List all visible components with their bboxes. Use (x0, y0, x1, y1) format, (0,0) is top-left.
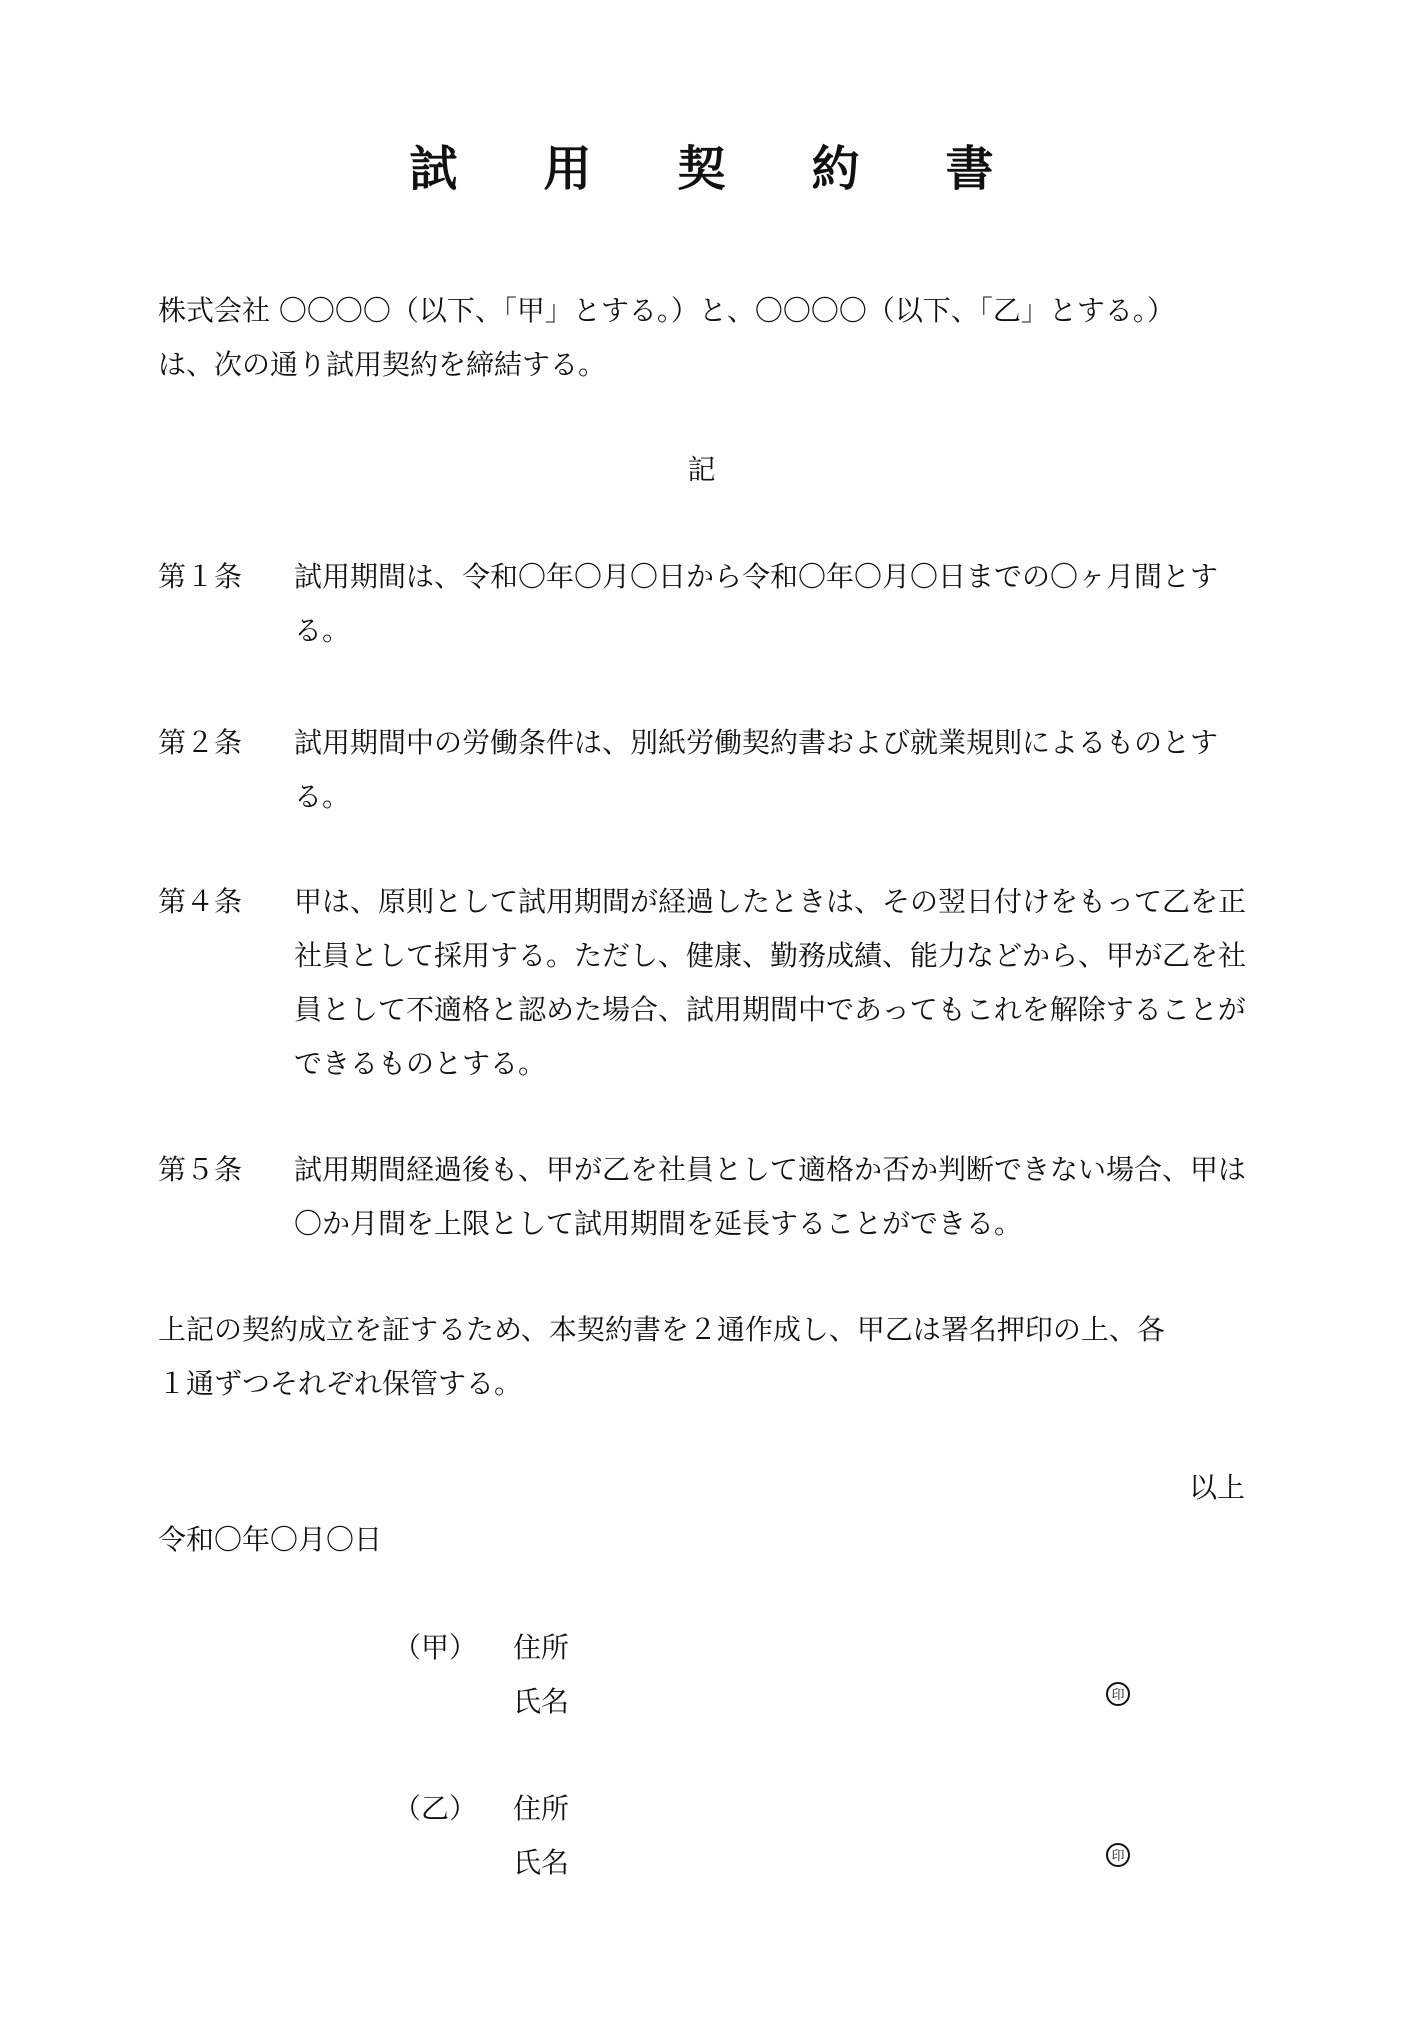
title-char: 約 (811, 141, 860, 197)
article-number: 第２条 (158, 726, 243, 759)
closing-paragraph: 上記の契約成立を証するため、本契約書を２通作成し、甲乙は署名押印の上、各 １通ずつそれぞれ保管する。 (158, 1313, 1165, 1400)
title-char: 契 (677, 141, 726, 197)
address-label: 住所 (513, 1631, 570, 1664)
article-text: 試用期間中の労働条件は、別紙労働契約書および就業規則によるものとする。 (294, 726, 1219, 813)
title-char: 用 (543, 141, 592, 197)
ijou-mark: 以上 (1188, 1471, 1245, 1504)
intro-paragraph: 株式会社 〇〇〇〇（以下、「甲」とする。）と、〇〇〇〇（以下、「乙」とする。） は、次の通り試用契約を締結する。 (158, 294, 1175, 381)
article-4 (158, 875, 1258, 1095)
name-label: 氏名 (513, 1685, 570, 1718)
title-char: 試 (409, 141, 458, 197)
article-number: 第５条 (158, 1153, 243, 1186)
article-1 (158, 550, 1258, 660)
article-number: 第４条 (158, 885, 243, 918)
address-label: 住所 (513, 1792, 570, 1825)
seal-icon: 印 (1106, 1682, 1130, 1706)
article-text: 試用期間経過後も、甲が乙を社員として適格か否か判断できない場合、甲は〇か月間を上限として試用期間を延長することができる。 (294, 1153, 1247, 1240)
article-text: 試用期間は、令和〇年〇月〇日から令和〇年〇月〇日までの〇ヶ月間とする。 (294, 560, 1219, 647)
article-number: 第１条 (158, 560, 243, 593)
article-text: 甲は、原則として試用期間が経過したときは、その翌日付けをもって乙を正社員として採用する。ただし、健康、勤務成績、能力などから、甲が乙を社員として不適格と認めた場合、試用期間中であってもこれを解除することができるものとする。 (294, 885, 1247, 1080)
title-char: 書 (945, 141, 994, 197)
party-label: （乙） (393, 1792, 478, 1825)
article-5 (158, 1143, 1258, 1253)
name-label: 氏名 (513, 1846, 570, 1879)
seal-icon: 印 (1106, 1843, 1130, 1867)
party-label: （甲） (393, 1631, 478, 1664)
contract-date: 令和〇年〇月〇日 (158, 1523, 383, 1556)
document-title (0, 130, 1403, 199)
ki-heading: 記 (687, 453, 716, 486)
article-2 (158, 716, 1258, 826)
